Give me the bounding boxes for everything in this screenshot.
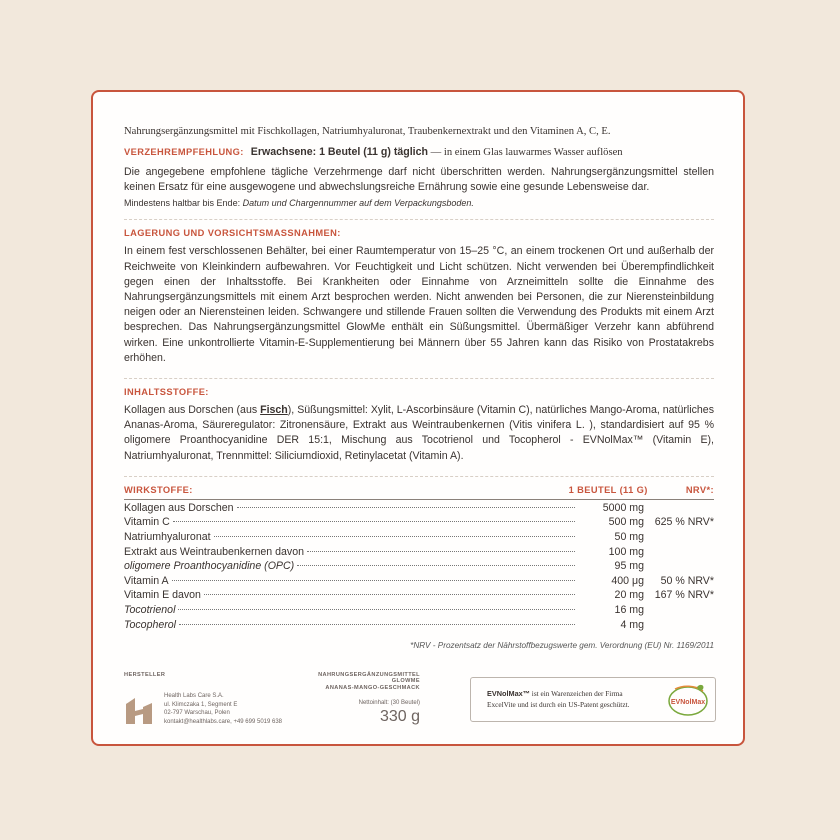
trademark-name: EVNolMax™ bbox=[487, 689, 530, 698]
actives-row bbox=[124, 619, 714, 634]
dosage-label: VERZEHREMPFEHLUNG: bbox=[124, 147, 244, 157]
dosage-note: Die angegebene empfohlene tägliche Verzehrmenge darf nicht überschritten werden. Nahrungsergänzungsmittel stellen keinen Ersatz für eine ausgewogene und abwechslungsreiche Ernährung sowie eine gesunde Lebensweise dar. bbox=[124, 166, 714, 194]
evnolmax-logo-text: EVNolMax bbox=[670, 699, 706, 706]
actives-heading: WIRKSTOFFE: bbox=[124, 484, 193, 495]
active-amount: 500 mg bbox=[608, 516, 644, 529]
leader-dots bbox=[178, 609, 575, 610]
manufacturer-logo-icon bbox=[124, 694, 154, 724]
leader-dots bbox=[204, 594, 575, 595]
divider bbox=[124, 378, 714, 379]
best-before-label: Mindestens haltbar bis Ende: bbox=[124, 198, 243, 209]
nrv-footnote: *NRV - Prozentsatz der Nährstoffbezugswerte gem. Verordnung (EU) Nr. 1169/2011 bbox=[410, 641, 714, 651]
active-amount: 50 mg bbox=[614, 531, 644, 544]
leader-dots bbox=[172, 580, 575, 581]
active-name: oligomere Proanthocyanidine (OPC) bbox=[124, 560, 295, 573]
col-amount: 1 BEUTEL (11 G) bbox=[568, 484, 648, 495]
best-before-value: Datum und Chargennummer auf dem Verpackungsboden. bbox=[242, 198, 474, 209]
dosage-rest: — in einem Glas lauwarmes Wasser auflösen bbox=[427, 147, 623, 158]
leader-dots bbox=[214, 536, 575, 537]
intro-text: Nahrungsergänzungsmittel mit Fischkollagen, Natriumhyaluronat, Traubenkernextrakt und den Vitaminen A, C, E. bbox=[124, 126, 611, 137]
manufacturer-street: ul. Klimczaka 1, Segment E bbox=[164, 701, 238, 708]
active-amount: 16 mg bbox=[614, 604, 644, 616]
ingredients-text bbox=[124, 403, 714, 464]
leader-dots bbox=[179, 624, 575, 625]
active-nrv: 167 % NRV* bbox=[654, 589, 714, 602]
active-amount: 4 mg bbox=[620, 618, 644, 631]
active-nrv: 625 % NRV* bbox=[654, 516, 714, 529]
evnolmax-logo-icon bbox=[667, 683, 709, 717]
storage-text: In einem fest verschlossenen Behälter, bei einer Raumtemperatur von 15–25 °C, an einem trockenen Ort und außerhalb der Reichweite von Kleinkindern aufbewahren. Vor Feuchtigkeit und Licht schützen. Nicht verwenden bei Überempfindlichkeit gegen einen der Inhaltsstoffe. Bei Krankheiten oder Einnahme von Arzneimitteln sollte die Einnahme des Nahrungsergänzungsmittels mit einem Arzt besprochen werden. Nicht anwenden bei Personen, die zur Nierensteinbildung neigen oder an Nierensteinen leiden. Schwangere und stillende Frauen sollten die Verwendung des Produkts mit einem Arzt besprechen. Das Nahrungsergänzungsmittel GlowMe enthält ein Süßungsmittel. Übermäßiger Verzehr kann abführend wirken. Eine unkontrollierte Vitamin-E-Supplementierung bei Männern über 55 Jahren kann das Risiko von Prostatakrebs erhöhen. bbox=[124, 245, 714, 364]
active-name: Extrakt aus Weintraubenkernen davon bbox=[124, 545, 305, 558]
active-name: Tocotrienol bbox=[124, 604, 176, 616]
actives-row bbox=[124, 546, 714, 561]
active-amount: 5000 mg bbox=[602, 501, 644, 514]
actives-row bbox=[124, 604, 714, 619]
label-content bbox=[124, 126, 714, 650]
actives-row bbox=[124, 560, 714, 575]
dosage-bold: Erwachsene: 1 Beutel (11 g) täglich bbox=[250, 146, 428, 158]
footer bbox=[124, 672, 716, 732]
ingredients-pre: Kollagen aus Dorschen (aus bbox=[124, 404, 261, 417]
product-flavor: ANANAS-MANGO-GESCHMACK bbox=[325, 685, 420, 691]
manufacturer-address bbox=[164, 692, 282, 726]
active-nrv: 50 % NRV* bbox=[660, 574, 714, 587]
net-weight: 330 g bbox=[379, 707, 420, 725]
actives-row bbox=[124, 502, 714, 517]
active-amount: 20 mg bbox=[614, 589, 644, 602]
best-before bbox=[124, 198, 714, 208]
product-info bbox=[290, 672, 420, 726]
net-content-label: Nettoinhalt: (30 Beutel) bbox=[358, 700, 420, 706]
storage-heading: LAGERUNG UND VORSICHTSMASSNAHMEN: bbox=[124, 228, 341, 239]
divider bbox=[124, 219, 714, 220]
dosage-line bbox=[124, 146, 714, 158]
allergen: Fisch bbox=[260, 404, 288, 417]
col-nrv: NRV*: bbox=[685, 484, 714, 495]
actives-row bbox=[124, 531, 714, 546]
leader-dots bbox=[307, 551, 575, 552]
ingredients-heading: INHALTSSTOFFE: bbox=[124, 387, 209, 398]
actives-header bbox=[124, 485, 714, 495]
trademark-box bbox=[470, 677, 716, 722]
active-name: Vitamin E davon bbox=[124, 589, 201, 602]
active-name: Kollagen aus Dorschen bbox=[124, 501, 234, 514]
label-card bbox=[91, 90, 745, 746]
leader-dots bbox=[297, 565, 575, 566]
manufacturer-contact: kontakt@healthlabs.care, +49 699 5019 638 bbox=[164, 718, 283, 725]
actives-table bbox=[124, 502, 714, 633]
actives-row bbox=[124, 516, 714, 531]
manufacturer-name: Health Labs Care S.A. bbox=[164, 693, 224, 699]
trademark-line1: ist ein Warenzeichen der Firma bbox=[529, 689, 623, 698]
manufacturer-label: HERSTELLER bbox=[124, 672, 166, 678]
leader-dots bbox=[237, 507, 575, 508]
ingredients-post: ), Süßungsmittel: Xylit, L-Ascorbinsäure (Vitamin C), natürliches Mango-Aroma, natürliches Ananas-Aroma, Säureregulator: Zitronensäure, Extrakt aus Weintraubenkernen (Vitis vinifera L. ), standardisiert auf 95 % oligomere Proanthocyanidine DER 15:1, Mischung aus Tocotrienol und Tocopherol - EVNolMax™ (Vitamin E), Natriumhyaluronat, Trennmittel: Siliciumdioxid, Retinylacetat (Vitamin A). bbox=[124, 404, 714, 462]
leader-dots bbox=[173, 521, 575, 522]
active-name: Vitamin C bbox=[124, 516, 170, 529]
actives-row bbox=[124, 575, 714, 590]
actives-row bbox=[124, 589, 714, 604]
active-name: Vitamin A bbox=[124, 574, 169, 587]
active-amount: 95 mg bbox=[614, 560, 644, 573]
active-amount: 400 μg bbox=[611, 574, 644, 587]
trademark-line2: ExcelVite und ist durch ein US-Patent geschützt. bbox=[487, 699, 630, 709]
divider bbox=[124, 476, 714, 477]
active-name: Natriumhyaluronat bbox=[124, 531, 211, 544]
product-title: NAHRUNGSERGÄNZUNGSMITTEL GLOWME bbox=[318, 672, 420, 684]
active-name: Tocopherol bbox=[124, 618, 177, 631]
active-amount: 100 mg bbox=[608, 545, 644, 558]
trademark-text bbox=[487, 689, 629, 710]
manufacturer-city: 02-797 Warschau, Polen bbox=[164, 710, 230, 717]
